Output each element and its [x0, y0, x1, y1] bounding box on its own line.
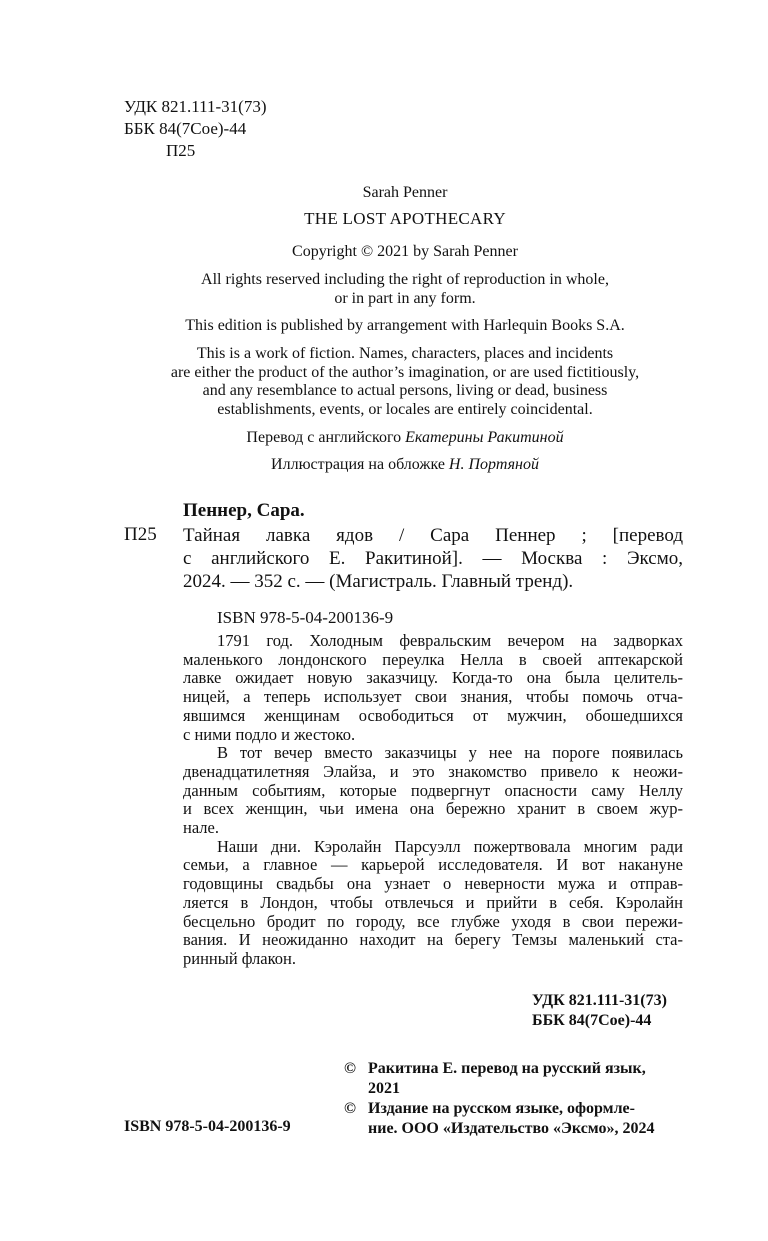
footer-bbk: ББК 84(7Сое)-44 [532, 1012, 652, 1029]
fiction-line: are either the product of the author’s imagination, or are used fictitiously, [170, 363, 640, 381]
annotation-line: маленького лондонского переулка Нелла в своей аптекарской [183, 649, 683, 669]
translation-credit [95, 429, 715, 448]
annotation-line: двенадцатилетняя Элайза, и это знакомство привело к неожи- [183, 761, 683, 781]
annotation-line: В тот вечер вместо заказчицы у нее на пороге появилась [217, 743, 683, 763]
annotation-line: вания. И неожиданно находит на берегу Темзы маленький ста- [183, 930, 683, 950]
bibliographic-line: с английского Е. Ракитиной]. — Москва : Эксмо, [183, 548, 683, 569]
translation-label: Перевод с английского [246, 429, 402, 446]
annotation-line: с ними подло и жестоко. [183, 724, 356, 744]
author-mark: П25 [166, 141, 196, 160]
copyright-edition [344, 1099, 684, 1139]
bibliographic-isbn: ISBN 978-5-04-200136-9 [217, 608, 394, 627]
annotation-line: лавке ожидает новую заказчицу. Когда-то она была целитель- [183, 668, 683, 688]
annotation-line: 1791 год. Холодным февральским вечером на задворках [217, 631, 683, 650]
annotation-line: данным событиям, которые подвергнут опасности саму Неллу [183, 780, 683, 800]
fiction-line: and any resemblance to actual persons, living or dead, business [202, 382, 608, 400]
annotation-paragraph [183, 838, 683, 969]
udk-code: УДК 821.111-31(73) [124, 97, 267, 116]
annotation-line: годовщины свадьбы она узнает о неверности мужа и отправ- [183, 874, 683, 894]
illustrator-name: Н. Портяной [448, 456, 539, 473]
bibliographic-author-heading: Пеннер, Сара. [183, 500, 305, 521]
edition-notice: This edition is published by arrangement with Harlequin Books S.A. [185, 317, 625, 334]
copyright-line: ние. ООО «Издательство «Эксмо», 2024 [368, 1120, 655, 1137]
illustration-credit [95, 456, 715, 475]
translator-name: Екатерины Ракитиной [405, 429, 564, 446]
footer-udk: УДК 821.111-31(73) [532, 992, 667, 1009]
footer-isbn: ISBN 978-5-04-200136-9 [124, 1118, 291, 1135]
annotation-line: Наши дни. Кэролайн Парсуэлл пожертвовала многим ради [217, 836, 683, 856]
copyright-translation [344, 1059, 684, 1099]
annotation [183, 632, 683, 969]
copyright-line: Copyright © 2021 by Sarah Penner [292, 243, 518, 260]
rights-notice [95, 271, 715, 308]
illustration-label: Иллюстрация на обложке [271, 456, 445, 473]
original-title: THE LOST APOTHECARY [304, 209, 506, 228]
bibliographic-line: Тайная лавка ядов / Сара Пеннер ; [перевод [183, 525, 683, 546]
copyright-block [344, 1059, 684, 1139]
annotation-paragraph [183, 632, 683, 744]
footer-codes [532, 991, 667, 1031]
copyright-icon: © [344, 1060, 356, 1077]
classification-codes [124, 96, 266, 162]
annotation-line: и всех женщин, чьи имена она бережно хранит в своем жур- [183, 799, 683, 819]
annotation-line: ринный флакон. [183, 948, 297, 968]
copyright-line: Издание на русском языке, оформле- [368, 1100, 635, 1117]
bbk-code: ББК 84(7Сое)-44 [124, 119, 247, 138]
fiction-notice [95, 345, 715, 419]
annotation-paragraph [183, 744, 683, 838]
original-author: Sarah Penner [362, 184, 448, 201]
annotation-line: бесцельно бродит по городу, все глубже уходя в свои пережи- [183, 911, 683, 931]
copyright-icon: © [344, 1100, 356, 1117]
fiction-line: establishments, events, or locales are entirely coincidental. [217, 400, 593, 418]
annotation-line: нале. [183, 818, 219, 838]
annotation-line: явшимся женщинам освободиться от мужчин, обошедшихся [183, 705, 683, 725]
fiction-line: This is a work of fiction. Names, characters, places and incidents [196, 345, 614, 362]
bibliographic-description [183, 524, 683, 593]
annotation-line: семьи, а главное — карьерой исследователя. И вот накануне [183, 855, 683, 875]
bibliographic-mark: П25 [124, 524, 157, 545]
copyright-line: Ракитина Е. перевод на русский язык, [368, 1060, 646, 1077]
rights-line: or in part in any form. [334, 289, 476, 307]
annotation-line: ляется в Лондон, чтобы отвлечься и прийти в себя. Кэролайн [183, 892, 683, 912]
rights-line: All rights reserved including the right of reproduction in whole, [201, 271, 609, 288]
annotation-line: ницей, а теперь использует свои знания, чтобы помочь отча- [183, 687, 683, 707]
bibliographic-line: 2024. — 352 с. — (Магистраль. Главный тренд). [183, 571, 574, 592]
copyright-line: 2021 [368, 1080, 400, 1097]
